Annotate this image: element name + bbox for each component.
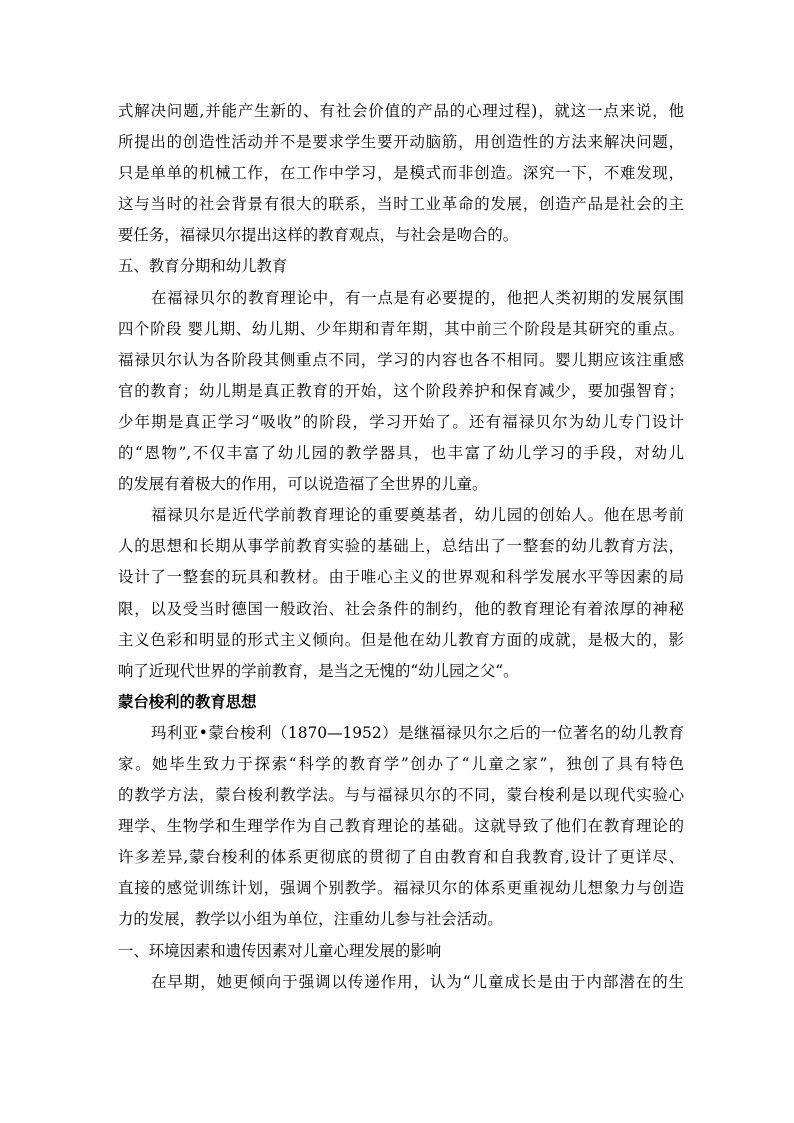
text-line: [118, 625, 684, 656]
line-text: 五、教育分期和幼儿教育: [118, 257, 288, 276]
line-text: 福禄贝尔认为各阶段其侧重点不同，学习的内容也各不相同。婴儿期应该注重感: [118, 350, 684, 369]
line-text: 人的思想和长期从事学前教育实验的基础上，总结出了一整套的幼儿教育方法，: [118, 537, 684, 556]
line-text: 的发展有着极大的作用，可以说造福了全世界的儿童。: [118, 475, 488, 494]
line-text: 在早期，她更倾向于强调以传递作用，认为“儿童成长是由于内部潜在的生: [151, 972, 684, 991]
document-page: [118, 96, 684, 998]
text-line: [118, 96, 684, 127]
line-text: 这与当时的社会背景有很大的联系，当时工业革命的发展，创造产品是社会的主: [118, 195, 684, 214]
line-text: 式解决问题,并能产生新的、有社会价值的产品的心理过程)，就这一点来说，他: [118, 102, 684, 120]
line-text: 官的教育；幼儿期是真正教育的开始，这个阶段养护和保育减少，要加强智育；: [118, 381, 684, 400]
line-text: 玛利亚•蒙台梭利（1870—1952）是继福禄贝尔之后的一位著名的幼儿教育: [151, 723, 684, 742]
line-text: 所提出的创造性活动并不是要求学生要开动脑筋，用创造性的方法来解决问题，: [118, 133, 684, 152]
text-line: [118, 283, 684, 314]
text-line: [118, 780, 684, 811]
text-line: [118, 158, 684, 189]
text-line: [118, 127, 684, 158]
text-line: [118, 407, 684, 438]
text-line: [118, 376, 684, 407]
text-line: [118, 562, 684, 593]
line-text: 只是单单的机械工作，在工作中学习，是模式而非创造。深究一下，不难发现，: [118, 164, 684, 183]
line-text: 蒙台梭利的教育思想: [118, 692, 257, 711]
line-text: 响了近现代世界的学前教育，是当之无愧的“幼儿园之父“。: [118, 661, 519, 680]
text-line: [118, 500, 684, 531]
text-line: [118, 842, 684, 873]
text-line: [118, 718, 684, 749]
text-line: [118, 469, 684, 500]
text-line: [118, 904, 684, 935]
line-text: 主义色彩和明显的形式主义倾向。但是他在幼儿教育方面的成就，是极大的，影: [118, 630, 684, 649]
line-text: 的“恩物”,不仅丰富了幼儿园的教学器具，也丰富了幼儿学习的手段，对幼儿: [118, 444, 684, 463]
line-text: 许多差异,蒙台梭利的体系更彻底的贯彻了自由教育和自我教育,设计了更详尽、: [118, 848, 684, 867]
text-line: [118, 967, 684, 998]
text-line: [118, 438, 684, 469]
text-line: [118, 594, 684, 625]
line-text: 直接的感觉训练计划，强调个别教学。福禄贝尔的体系更重视幼儿想象力与创造: [118, 879, 684, 898]
text-line: [118, 251, 684, 282]
line-text: 理学、生物学和生理学作为自己教育理论的基础。这就导致了他们在教育理论的: [118, 817, 684, 836]
line-text: 一、环境因素和遗传因素对儿童心理发展的影响: [118, 941, 442, 960]
text-line: [118, 345, 684, 376]
text-line: [118, 220, 684, 251]
text-line: [118, 936, 684, 967]
text-line: [118, 749, 684, 780]
section-heading: [118, 687, 684, 718]
line-text: 少年期是真正学习“吸收”的阶段，学习开始了。还有福禄贝尔为幼儿专门设计: [118, 412, 684, 431]
line-text: 在福禄贝尔的教育理论中，有一点是有必要提的，他把人类初期的发展氛围: [151, 288, 684, 307]
line-text: 的教学方法，蒙台梭利教学法。与与福禄贝尔的不同，蒙台梭利是以现代实验心: [118, 786, 684, 805]
text-line: [118, 656, 684, 687]
text-line: [118, 811, 684, 842]
line-text: 限，以及受当时德国一般政治、社会条件的制约，他的教育理论有着浓厚的神秘: [118, 599, 684, 618]
line-text: 家。她毕生致力于探索“科学的教育学”创办了“儿童之家”，独创了具有特色: [118, 754, 684, 773]
line-text: 四个阶段 婴儿期、幼儿期、少年期和青年期，其中前三个阶段是其研究的重点。: [118, 319, 684, 338]
line-text: 设计了一整套的玩具和教材。由于唯心主义的世界观和科学发展水平等因素的局: [118, 568, 684, 587]
text-line: [118, 314, 684, 345]
text-line: [118, 531, 684, 562]
line-text: 力的发展，教学以小组为单位，注重幼儿参与社会活动。: [118, 910, 503, 929]
line-text: 要任务，福禄贝尔提出这样的教育观点，与社会是吻合的。: [118, 226, 519, 245]
text-line: [118, 873, 684, 904]
text-line: [118, 189, 684, 220]
line-text: 福禄贝尔是近代学前教育理论的重要奠基者，幼儿园的创始人。他在思考前: [151, 506, 684, 525]
